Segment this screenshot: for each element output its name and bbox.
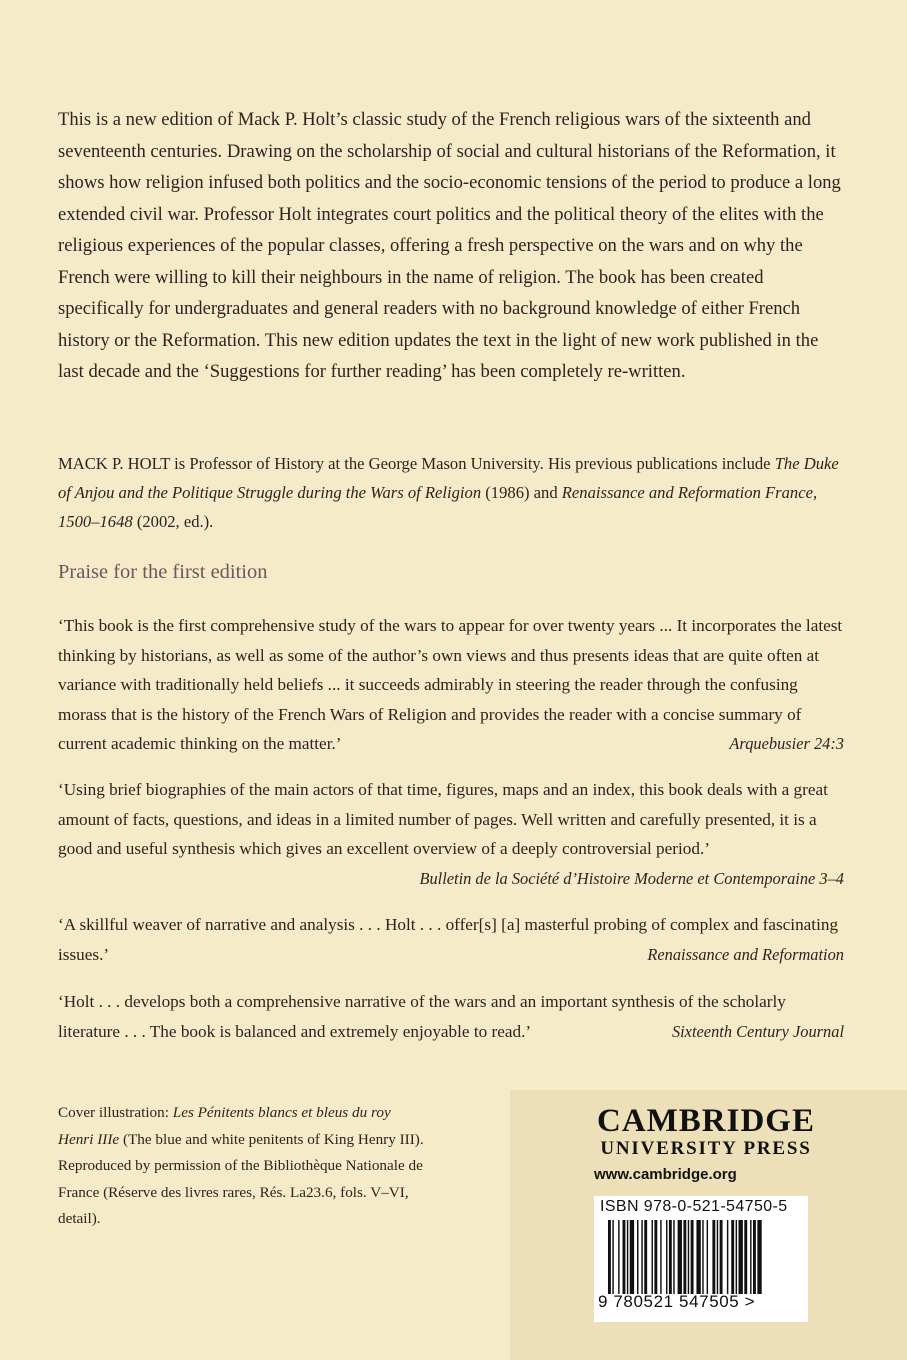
quote-source: Sixteenth Century Journal [671, 1021, 844, 1041]
publisher-url: www.cambridge.org [594, 1166, 737, 1183]
publisher-logo [591, 1104, 821, 1160]
barcode-bar [612, 1220, 613, 1294]
barcode-bar [696, 1220, 700, 1294]
praise-heading: Praise for the first edition [58, 561, 268, 583]
barcode-bar [750, 1220, 751, 1294]
cover-rest: (The blue and white penitents of King Henry III). Reproduced by permission of the Bibliothèque Nationale de France (Réserve des livres rares, Rés. La23.6, fols. V–VI, detail). [58, 1130, 424, 1227]
quote-text: ‘This book is the first comprehensive study of the wars to appear for over twenty years ... It incorporates the latest thinking by historians, as well as some of the author’s own views and thus presents ideas that are quite often at variance with traditionally held beliefs ... it succeeds admirably in steering the reader through the confusing morass that is the history of the French Wars of Religion and provides the reader with a concise summary of current academic thinking on the matter.’ [58, 616, 843, 753]
cover-illustration-credit [58, 1100, 428, 1233]
barcode-bar [736, 1220, 737, 1294]
barcode-bar [678, 1220, 682, 1294]
barcode-bar [702, 1220, 703, 1294]
cover-prefix: Cover illustration: [58, 1104, 173, 1121]
quote-text: ‘Using brief biographies of the main actors of that time, figures, maps and an index, this book deals with a great amount of facts, questions, and ideas in a limited number of pages. Well written and carefully presented, it is a good and useful synthesis which gives an excellent overview of a deeply controversial period.’ [58, 780, 828, 858]
bio-title-2: Renaissance and Reformation France, 1500–1648 [58, 483, 818, 531]
barcode-bar [720, 1220, 723, 1294]
bio-mid: (1986) and [481, 483, 562, 502]
book-description: This is a new edition of Mack P. Holt’s classic study of the French religious wars of the sixteenth and seventeenth centuries. Drawing on the scholarship of social and cultural historians of the Reformation, it shows how religion infused both politics and the socio-economic tensions of the period to produce a long extended civil war. Professor Holt integrates court politics and the political theory of the elites with the religious experiences of the popular classes, offering a fresh perspective on the wars and on why the French were willing to kill their neighbours in the name of religion. The book has been created specifically for undergraduates and general readers with no background knowledge of either French history or the Reformation. This new edition updates the text in the light of new work published in the last decade and the ‘Suggestions for further reading’ has been completely re-written. [58, 109, 841, 382]
barcode-bar [660, 1220, 661, 1294]
barcode-bar [753, 1220, 756, 1294]
barcode-bar [669, 1220, 672, 1294]
isbn-label: ISBN 978-0-521-54750-5 [600, 1198, 788, 1215]
bio-intro: MACK P. HOLT is Professor of History at the George Mason University. His previous publications include [58, 454, 775, 473]
barcode-bar [627, 1220, 628, 1294]
barcode-bar [717, 1220, 718, 1294]
author-bio [58, 449, 848, 536]
barcode-bar [641, 1220, 642, 1294]
publisher-subname: UNIVERSITY PRESS [600, 1138, 812, 1159]
quote-source: Arquebusier 24:3 [729, 734, 844, 753]
bio-end: (2002, ed.). [132, 512, 214, 531]
barcode-bar [673, 1220, 674, 1294]
review-quote [58, 910, 844, 969]
publisher-name: CAMBRIDGE [596, 1103, 815, 1139]
cover-title: Les Pénitents blancs et bleus du roy Henri IIIe [58, 1104, 391, 1148]
barcode-bar [618, 1220, 619, 1294]
barcode [608, 1220, 798, 1294]
barcode-bar [757, 1220, 761, 1294]
review-quote [58, 775, 844, 893]
barcode-bar [637, 1220, 638, 1294]
barcode-bar [630, 1220, 634, 1294]
barcode-bar [712, 1220, 715, 1294]
barcode-bar [688, 1220, 689, 1294]
barcode-digits: 9 780521 547505 > [598, 1292, 756, 1311]
barcode-bar [654, 1220, 657, 1294]
barcode-bar [739, 1220, 743, 1294]
barcode-bar [691, 1220, 694, 1294]
barcode-bar [623, 1220, 626, 1294]
barcode-bar [652, 1220, 653, 1294]
barcode-bar [666, 1220, 667, 1294]
bio-title-1: The Duke of Anjou and the Politique Struggle during the Wars of Religion [58, 454, 839, 502]
barcode-bar [707, 1220, 708, 1294]
review-quote [58, 611, 844, 759]
barcode-bar [727, 1220, 728, 1294]
quote-text: ‘A skillful weaver of narrative and analysis . . . Holt . . . offer[s] [a] masterful probing of complex and fascinating issues.’ [58, 915, 839, 964]
review-quote [58, 987, 844, 1046]
barcode-bar [744, 1220, 747, 1294]
quote-source: Renaissance and Reformation [647, 944, 844, 964]
quote-source: Bulletin de la Société d’Histoire Moderne et Contemporaine 3–4 [419, 868, 844, 888]
barcode-bar [608, 1220, 611, 1294]
barcode-bar [731, 1220, 734, 1294]
quote-text: ‘Holt . . . develops both a comprehensive narrative of the wars and an important synthesis of the scholarly literature . . . The book is balanced and extremely enjoyable to read.’ [58, 992, 786, 1041]
barcode-bar [683, 1220, 686, 1294]
barcode-bar [644, 1220, 647, 1294]
